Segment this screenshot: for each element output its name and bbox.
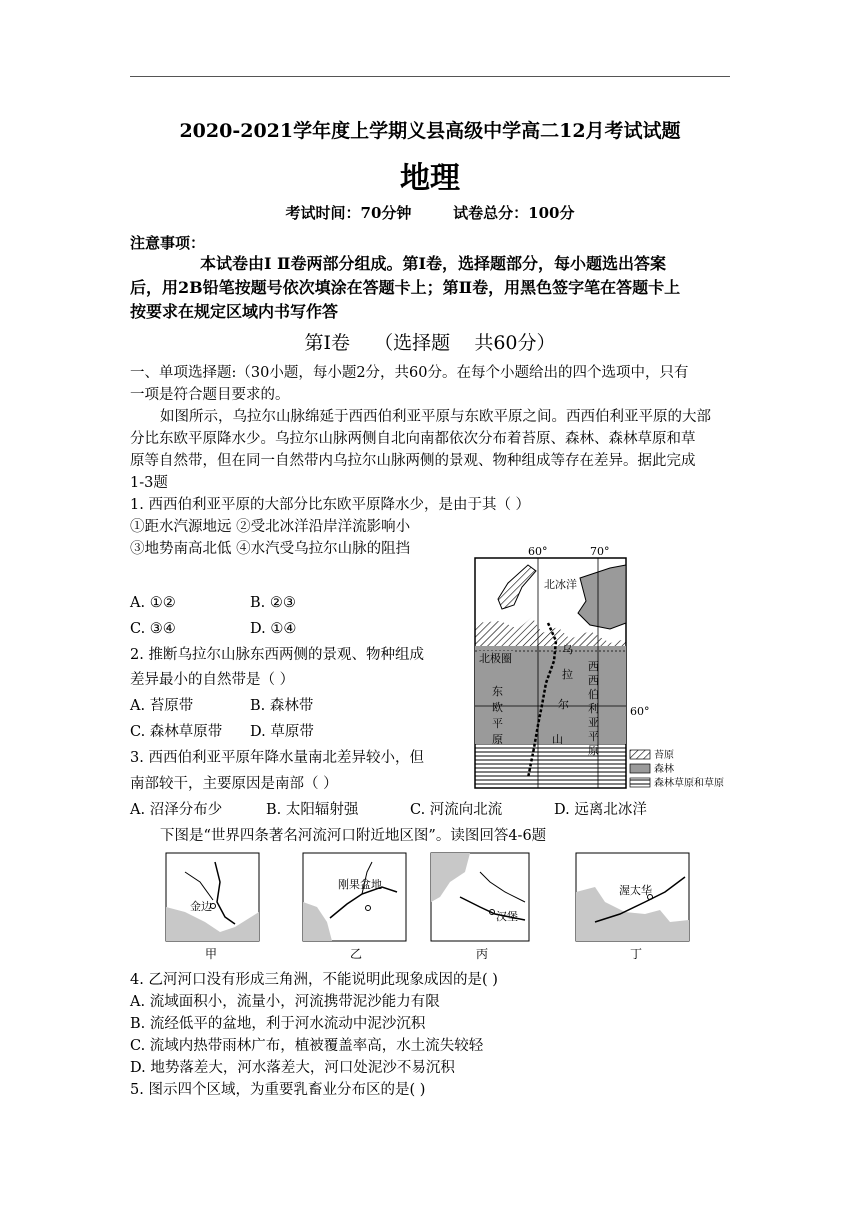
place-ottawa: 渥太华 (619, 884, 652, 897)
exam-title: 2020-2021学年度上学期义县高级中学高二12月考试试题 (179, 120, 681, 142)
place-jinbian: 金边 (190, 900, 212, 913)
subject-title: 地理 (400, 161, 460, 196)
notice-body (130, 252, 730, 324)
q1-option-d: D. ①④ (250, 621, 297, 637)
q3-stem: 南部较干，主要原因是南部（ ） (130, 776, 338, 792)
ural-map (470, 543, 750, 793)
arctic-circle-label: 北极圈 (479, 652, 512, 665)
map-label-ding: 丁 (630, 947, 643, 961)
east-europe-char: 平 (492, 717, 503, 730)
q2-option-b: B. 森林带 (250, 698, 314, 714)
west-siberia-char: 西 (588, 674, 599, 687)
q3-option-c: C. 河流向北流 (410, 802, 503, 818)
map-jia (165, 852, 260, 942)
passage-line: 1-3题 (130, 475, 168, 491)
east-europe-char: 原 (492, 733, 503, 746)
q1-option-a: A. ①② (130, 595, 176, 611)
legend-steppe: 森林草原和草原 (654, 778, 724, 789)
west-siberia-char: 亚 (588, 716, 599, 729)
q2-option-d: D. 草原带 (250, 724, 314, 740)
place-hamburg: 汉堡 (496, 910, 518, 923)
west-siberia-char: 利 (588, 702, 599, 715)
place-congo: 刚果盆地 (338, 878, 382, 891)
arctic-ocean-label: 北冰洋 (544, 578, 577, 591)
instructions-line: 一项是符合题目要求的。 (130, 387, 290, 403)
notice-line: 后，用2B铅笔按题号依次填涂在答题卡上；第Ⅱ卷，用黑色签字笔在答题卡上 (130, 278, 681, 297)
west-siberia-char: 平 (588, 730, 599, 743)
map-ding (575, 852, 690, 942)
legend-swatch-tundra (630, 750, 650, 759)
q1-option-c: C. ③④ (130, 621, 176, 637)
q2-stem: 差异最小的自然带是（ ） (130, 672, 295, 688)
lon70-label: 70° (590, 545, 610, 558)
q1-statement: ①距水汽源地远 ②受北冰洋沿岸洋流影响小 (130, 519, 411, 535)
passage-line: 原等自然带，但在同一自然带内乌拉尔山脉两侧的景观、物种组成等存在差异。据此完成 (130, 453, 696, 469)
q4-block (130, 969, 730, 1101)
legend-forest: 森林 (654, 764, 674, 775)
instructions-line: 一、单项选择题:（30小题，每小题2分，共60分。在每个小题给出的四个选项中，只有 (130, 365, 689, 381)
map-label-yi: 乙 (350, 947, 363, 961)
q2-option-a: A. 苔原带 (130, 698, 194, 714)
q3-option-b: B. 太阳辐射强 (266, 802, 359, 818)
notice-line: 按要求在规定区域内书写作答 (130, 302, 339, 321)
q2-option-c: C. 森林草原带 (130, 724, 223, 740)
steppe-zone (475, 744, 626, 788)
west-siberia-char: 伯 (588, 688, 599, 701)
instructions (130, 362, 730, 560)
ural-char: 山 (552, 733, 563, 746)
q1-statement: ③地势南高北低 ④水汽受乌拉尔山脉的阻挡 (130, 541, 411, 557)
lat60-label: 60° (630, 705, 650, 718)
map-label-bing: 丙 (476, 947, 489, 961)
legend-swatch-forest (630, 764, 650, 773)
legend-swatch-steppe (630, 778, 650, 787)
east-europe-char: 欧 (492, 701, 503, 714)
q4-option-c: C. 流域内热带雨林广布，植被覆盖率高，水土流失较轻 (130, 1038, 484, 1054)
ural-char: 乌 (562, 643, 573, 656)
notice-line: 本试卷由Ⅰ Ⅱ卷两部分组成。第Ⅰ卷，选择题部分，每小题选出答案 (200, 254, 667, 273)
map-bing (430, 852, 530, 942)
ural-char: 尔 (558, 698, 569, 711)
ural-char: 拉 (562, 668, 573, 681)
exam-info: 考试时间：70分钟 试卷总分：100分 (285, 204, 575, 222)
passage-line: 如图所示，乌拉尔山脉绵延于西西伯利亚平原与东欧平原之间。西西伯利亚平原的大部 (160, 409, 711, 425)
q3-option-a: A. 沼泽分布少 (130, 802, 223, 818)
passage-line: 分比东欧平原降水少。乌拉尔山脉两侧自北向南都依次分布着苔原、森林、森林草原和草 (130, 431, 696, 447)
q1-stem: 1. 西西伯利亚平原的大部分比东欧平原降水少，是由于其（ ） (130, 497, 531, 513)
passage2: 下图是“世界四条著名河流河口附近地区图”。读图回答4-6题 (160, 828, 547, 844)
q3-stem: 3. 西西伯利亚平原年降水量南北差异较小，但 (130, 750, 424, 766)
header-rule (130, 76, 730, 77)
lon60-label: 60° (528, 545, 548, 558)
west-siberia-char: 原 (588, 744, 599, 757)
q4-option-a: A. 流域面积小，流量小，河流携带泥沙能力有限 (130, 994, 440, 1010)
west-siberia-char: 西 (588, 660, 599, 673)
notice-label: 注意事项： (130, 234, 206, 252)
q5-stem: 5. 图示四个区域，为重要乳畜业分布区的是( ) (130, 1082, 426, 1098)
map-yi (302, 852, 407, 942)
legend-tundra: 苔原 (654, 750, 674, 761)
east-europe-char: 东 (492, 685, 503, 698)
q4-stem: 4. 乙河河口没有形成三角洲，不能说明此现象成因的是( ) (130, 972, 498, 988)
q1-option-b: B. ②③ (250, 595, 296, 611)
q2-stem: 2. 推断乌拉尔山脉东西两侧的景观、物种组成 (130, 647, 424, 663)
map-label-jia: 甲 (205, 947, 218, 961)
q4-option-d: D. 地势落差大，河水落差大，河口处泥沙不易沉积 (130, 1060, 455, 1076)
q3-option-d: D. 远离北冰洋 (554, 802, 647, 818)
section-title: 第Ⅰ卷 （选择题 共60分） (304, 332, 556, 354)
q4-option-b: B. 流经低平的盆地，利于河水流动中泥沙沉积 (130, 1016, 426, 1032)
